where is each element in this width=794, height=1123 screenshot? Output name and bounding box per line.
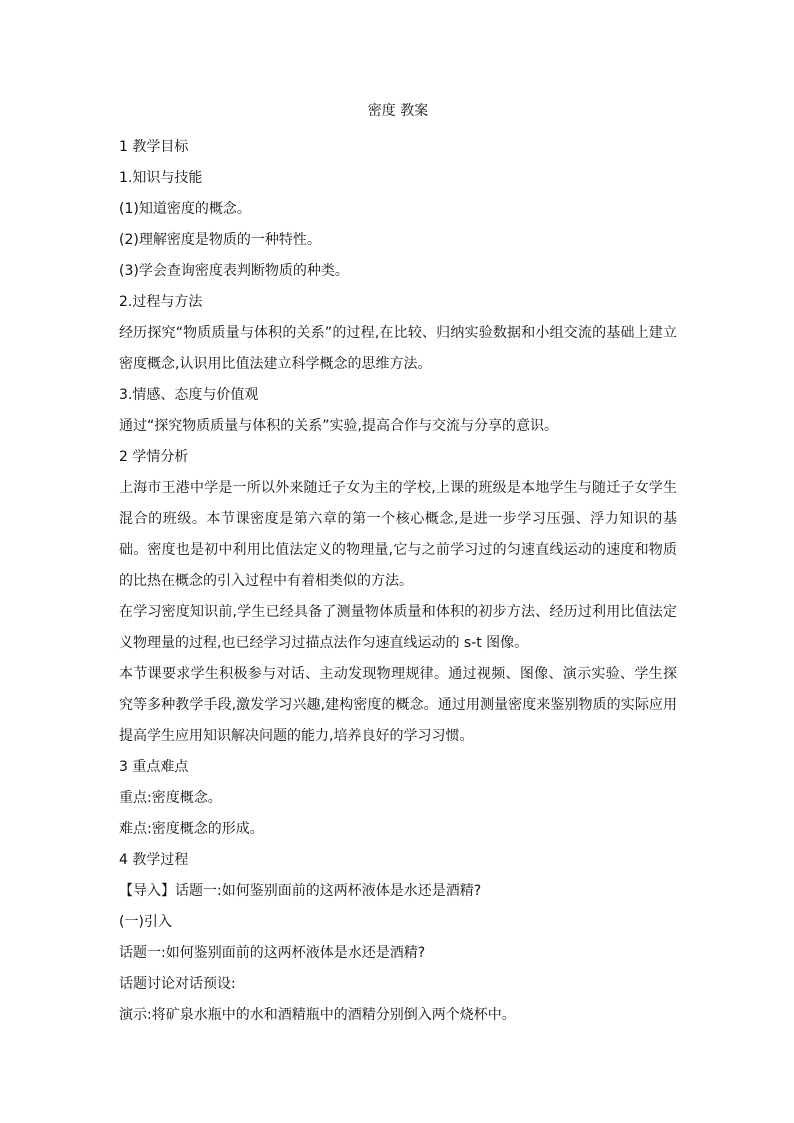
paragraph: 通过“探究物质质量与体积的关系”实验,提高合作与交流与分享的意识。 [119,418,558,434]
paragraph: 难点:密度概念的形成。 [119,821,264,837]
subsection-heading: 1.知识与技能 [119,170,203,186]
section-heading: 3 重点难点 [119,759,189,775]
section-heading: 1 教学目标 [119,139,189,155]
subsection-heading: 3.情感、态度与价值观 [119,387,259,403]
paragraph: 上海市王港中学是一所以外来随迁子女为主的学校,上课的班级是本地学生与随迁子女学生混合的班级。本节课密度是第六章的第一个核心概念,是进一步学习压强、浮力知识的基础。密度也是初中利用比值法定义的物理量,它与之前学习过的匀速直线运动的速度和物质的比热在概念的引入过程中有着相类似的方法。 [119,480,677,589]
paragraph: 本节课要求学生积极参与对话、主动发现物理规律。通过视频、图像、演示实验、学生探究等多种教学手段,激发学习兴趣,建构密度的概念。通过用测量密度来鉴别物质的实际应用提高学生应用知识解决问题的能力,培养良好的学习习惯。 [119,666,677,744]
subsection-heading: (一)引入 [119,914,172,930]
subsection-heading: 2.过程与方法 [119,294,203,310]
paragraph: 在学习密度知识前,学生已经具备了测量物体质量和体积的初步方法、经历过利用比值法定义物理量的过程,也已经学习过描点法作匀速直线运动的 s-t 图像。 [119,604,677,651]
list-item: (2)理解密度是物质的一种特性。 [119,232,321,248]
list-item: (3)学会查询密度表判断物质的种类。 [119,263,349,279]
paragraph: 话题讨论对话预设: [119,976,236,992]
page-title: 密度 教案 [367,103,429,119]
section-heading: 2 学情分析 [119,449,189,465]
paragraph: 演示:将矿泉水瓶中的水和酒精瓶中的酒精分别倒入两个烧杯中。 [119,1007,516,1023]
document-body [119,101,677,1031]
subsection-heading: 【导入】话题一:如何鉴别面前的这两杯液体是水还是酒精? [119,883,482,899]
paragraph: 经历探究“物质质量与体积的关系”的过程,在比较、归纳实验数据和小组交流的基础上建立密度概念,认识用比值法建立科学概念的思维方法。 [119,325,677,372]
paragraph: 话题一:如何鉴别面前的这两杯液体是水还是酒精? [119,945,426,961]
list-item: (1)知道密度的概念。 [119,201,251,217]
section-heading: 4 教学过程 [119,852,189,868]
paragraph: 重点:密度概念。 [119,790,222,806]
